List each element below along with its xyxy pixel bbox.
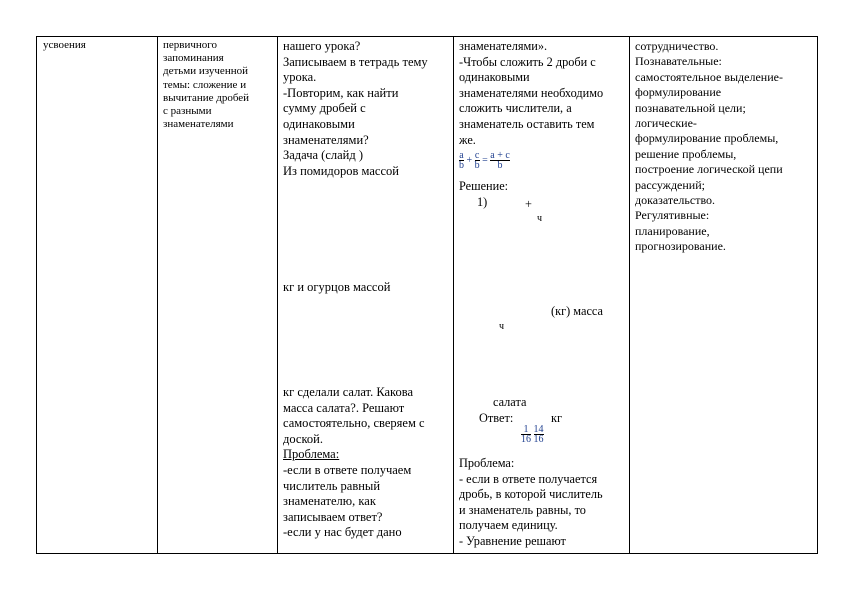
column-divider [277,37,278,553]
fraction-c-b: $\frac{c}{b}$ [474,150,480,171]
task-text [283,385,425,541]
competency-line: Регулятивные: [635,208,710,223]
column-divider [157,37,158,553]
plus-sign: + [466,154,473,166]
problem-heading: Проблема: [283,447,340,462]
teacher-line: Задача (слайд ) [283,148,364,163]
competency-line: решение проблемы, [635,146,737,161]
problem-line: записываем ответ? [283,509,383,524]
goal-line: первичного [163,39,218,51]
student-problem [459,456,603,550]
problem-line: получаем единицу. [459,518,558,533]
competency-line: самостоятельное выделение- [635,69,783,84]
competency-line: формулирование [635,85,722,100]
stage-text: усвоения [43,39,86,51]
teacher-line: одинаковыми [283,116,355,131]
teacher-line: кг и огурцов массой [283,280,391,294]
goal-line: детьми изученной [163,65,248,78]
student-line: одинаковыми [459,70,530,85]
unit-label: ч [537,213,543,224]
competencies-cell [633,39,817,255]
problem-line: - Уравнение решают [459,533,566,548]
salad-text: салата [493,395,527,409]
equals-sign: = [482,154,488,166]
column-divider [453,37,454,553]
competency-line: сотрудничество. [635,39,719,53]
solution-heading: Решение: [459,179,509,193]
teacher-line: нашего урока? [283,39,361,53]
goal-line: знаменателями [163,118,234,131]
answer-unit: кг [551,411,563,425]
goal-line: вычитание дробей [163,91,250,104]
fraction-formula [459,151,510,170]
problem-line: -если у нас будет дано [283,525,402,540]
problem-line: -если в ответе получаем [283,462,412,477]
teacher-line: Записываем в тетрадь тему [283,54,428,69]
stage-cell [41,39,157,52]
problem-line: числитель равный [283,478,381,493]
solution-step: 1) [477,195,488,209]
mass-text: (кг) масса [551,304,603,318]
competency-line: планирование, [635,223,710,238]
problem-line: - если в ответе получается [459,471,598,486]
answer-label: Ответ: [479,411,514,425]
student-line: -Чтобы сложить 2 дроби с [459,54,596,69]
student-line: сложить числители, а [459,101,572,116]
fraction-a-b: $\frac{a}{b}$ [459,150,464,171]
teacher-line: доской. [283,431,323,446]
teacher-line: урока. [283,70,317,85]
fraction-sum: $\frac{a + c}{b}$ [490,150,510,171]
student-line: знаменатель оставить тем [459,116,595,131]
competency-line: построение логической цепи [635,162,783,177]
answer-fraction: $\frac{1}{16}$ [521,424,531,445]
competency-line: доказательство. [635,193,716,208]
teacher-line: масса салата?. Решают [283,400,405,415]
problem-heading: Проблема: [459,456,515,470]
teacher-activity-cell [281,39,451,553]
goal-line: запоминания [163,52,224,65]
student-line: же. [459,132,476,147]
problem-line: знаменателю, как [283,494,376,509]
problem-line: дробь, в которой числитель [459,487,603,502]
teacher-line: Из помидоров массой [283,163,399,178]
lesson-table [36,36,818,554]
answer-fractions [521,425,544,444]
goal-line: с разными [163,105,212,118]
student-line: знаменателями необходимо [459,85,604,100]
competency-line: Познавательные: [635,54,722,69]
goal-cell [161,39,275,131]
competency-line: формулирование проблемы, [635,131,779,146]
student-line: знаменателями». [459,39,548,53]
problem-line: и знаменатель равны, то [459,502,586,517]
competency-line: прогнозирование. [635,239,726,254]
teacher-line: -Повторим, как найти [283,85,399,100]
column-divider [629,37,630,553]
goal-line: темы: сложение и [163,78,247,91]
plus-sign: + [525,197,532,211]
student-activity-cell [457,39,629,553]
answer-fraction: $\frac{14}{16}$ [533,424,544,445]
competency-line: познавательной цели; [635,100,746,115]
teacher-line: кг сделали салат. Какова [283,385,414,399]
competency-line: логические- [635,116,697,131]
unit-label: ч [499,321,505,332]
teacher-line: знаменателями? [283,132,369,147]
teacher-line: сумму дробей с [283,101,366,116]
competency-line: рассуждений; [635,177,705,192]
teacher-line: самостоятельно, сверяем с [283,416,425,431]
